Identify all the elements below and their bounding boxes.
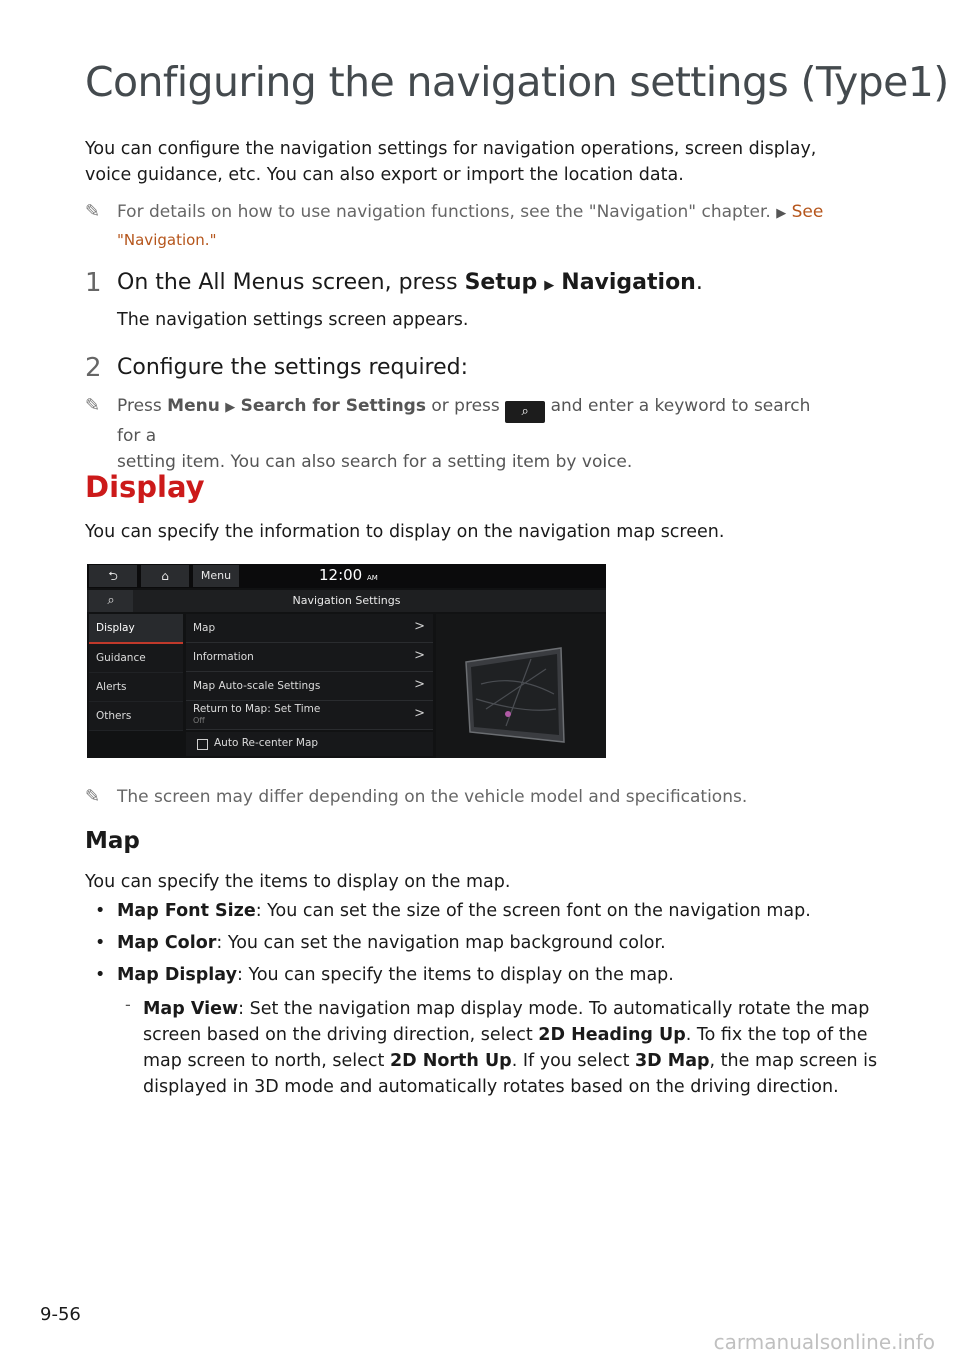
watermark: carmanualsonline.info xyxy=(713,1330,935,1354)
auto-recenter-checkbox[interactable]: Auto Re-center Map xyxy=(186,732,433,756)
menu-item-alerts[interactable]: Alerts xyxy=(89,673,183,702)
dash-icon: - xyxy=(125,995,131,1014)
map-heading: Map xyxy=(85,828,140,854)
navigation-settings-screenshot xyxy=(87,564,606,758)
step-1-text: On the All Menus screen, press Setup ▶ Navigation. xyxy=(117,270,703,295)
menu-item-guidance[interactable]: Guidance xyxy=(89,644,183,673)
step-2-text: Configure the settings required: xyxy=(117,355,469,380)
chevron-right-icon: > xyxy=(414,619,425,634)
display-description: You can specify the information to display on the navigation map screen. xyxy=(85,522,725,542)
settings-list xyxy=(186,614,433,730)
see-link[interactable]: "Navigation." xyxy=(117,231,217,249)
page-title: Configuring the navigation settings (Type1) xyxy=(85,58,949,106)
checkbox-icon[interactable] xyxy=(197,739,208,750)
step-number-1: 1 xyxy=(85,268,102,298)
note-navigation xyxy=(85,199,845,249)
map-description: You can specify the items to display on the map. xyxy=(85,872,511,892)
note-screen: ✎ The screen may differ depending on the vehicle model and specifications. xyxy=(85,784,845,810)
arrow-icon: ▶ xyxy=(544,278,555,293)
menu-item-others[interactable]: Others xyxy=(89,702,183,731)
see-label: See xyxy=(791,202,824,222)
navigation-label: Navigation xyxy=(561,270,696,295)
setup-label: Setup xyxy=(464,270,538,295)
back-arrow-icon[interactable]: ⮌ xyxy=(89,565,137,587)
search-for-settings-label: Search for Settings xyxy=(240,396,426,416)
map-preview-image xyxy=(436,614,606,758)
bullet-icon: • xyxy=(95,933,106,953)
chevron-right-icon: > xyxy=(414,648,425,663)
map-view-description: Map View: Set the navigation map display mode. To automatically rotate the map screen based on the driving direction, select 2D Heading Up. To fix the top of the map screen to north, select 2D North Up. If you select 3D Map, the map screen is displayed in 3D mode and automatically rotates based on the driving direction. xyxy=(143,999,878,1097)
note-text: For details on how to use navigation functions, see the "Navigation" chapter. xyxy=(117,202,771,222)
settings-menu xyxy=(89,614,183,731)
bullet-map-color: Map Color: You can set the navigation map background color. xyxy=(117,933,666,953)
search-button-icon: ⌕ xyxy=(505,401,545,423)
bullet-icon: • xyxy=(95,965,106,985)
menu-label: Menu xyxy=(167,396,220,416)
note-search: ✎ Press Menu ▶ Search for Settings or press ⌕ and enter a keyword to search for a setting item. You can also search for a setting item by voice. xyxy=(85,395,811,472)
screen-title: Navigation Settings xyxy=(292,594,401,607)
list-item-map-auto-scale[interactable]: Map Auto-scale Settings > xyxy=(186,672,433,701)
chevron-right-icon: > xyxy=(414,706,425,721)
menu-button[interactable]: Menu xyxy=(193,565,239,587)
display-heading: Display xyxy=(85,470,205,504)
clock: 12:00 AM xyxy=(319,566,378,584)
page-number: 9-56 xyxy=(40,1304,81,1325)
top-bar xyxy=(87,564,606,588)
settings-header xyxy=(87,590,606,612)
bullet-map-display: Map Display: You can specify the items to display on the map. xyxy=(117,965,674,985)
chevron-right-icon: > xyxy=(414,677,425,692)
note-pencil-icon: ✎ xyxy=(85,395,101,416)
list-item-information[interactable]: Information > xyxy=(186,643,433,672)
arrow-icon: ▶ xyxy=(225,400,236,415)
step-number-2: 2 xyxy=(85,353,102,383)
see-arrow-icon: ▶ xyxy=(776,206,787,221)
note-pencil-icon: ✎ xyxy=(85,201,101,222)
bullet-icon: • xyxy=(95,901,106,921)
list-item-return-to-map[interactable]: Return to Map: Set Time Off > xyxy=(186,701,433,730)
note-pencil-icon: ✎ xyxy=(85,786,101,807)
intro-paragraph: You can configure the navigation settings for navigation operations, screen display, voice guidance, etc. You can also export or import the location data. xyxy=(85,139,817,185)
bullet-map-font-size: Map Font Size: You can set the size of the screen font on the navigation map. xyxy=(117,901,811,921)
menu-item-display[interactable]: Display xyxy=(89,614,183,644)
step-1-result: The navigation settings screen appears. xyxy=(117,310,469,330)
search-icon[interactable]: ⌕ xyxy=(89,590,133,612)
list-item-map[interactable]: Map > xyxy=(186,614,433,643)
home-icon[interactable]: ⌂ xyxy=(141,565,189,587)
